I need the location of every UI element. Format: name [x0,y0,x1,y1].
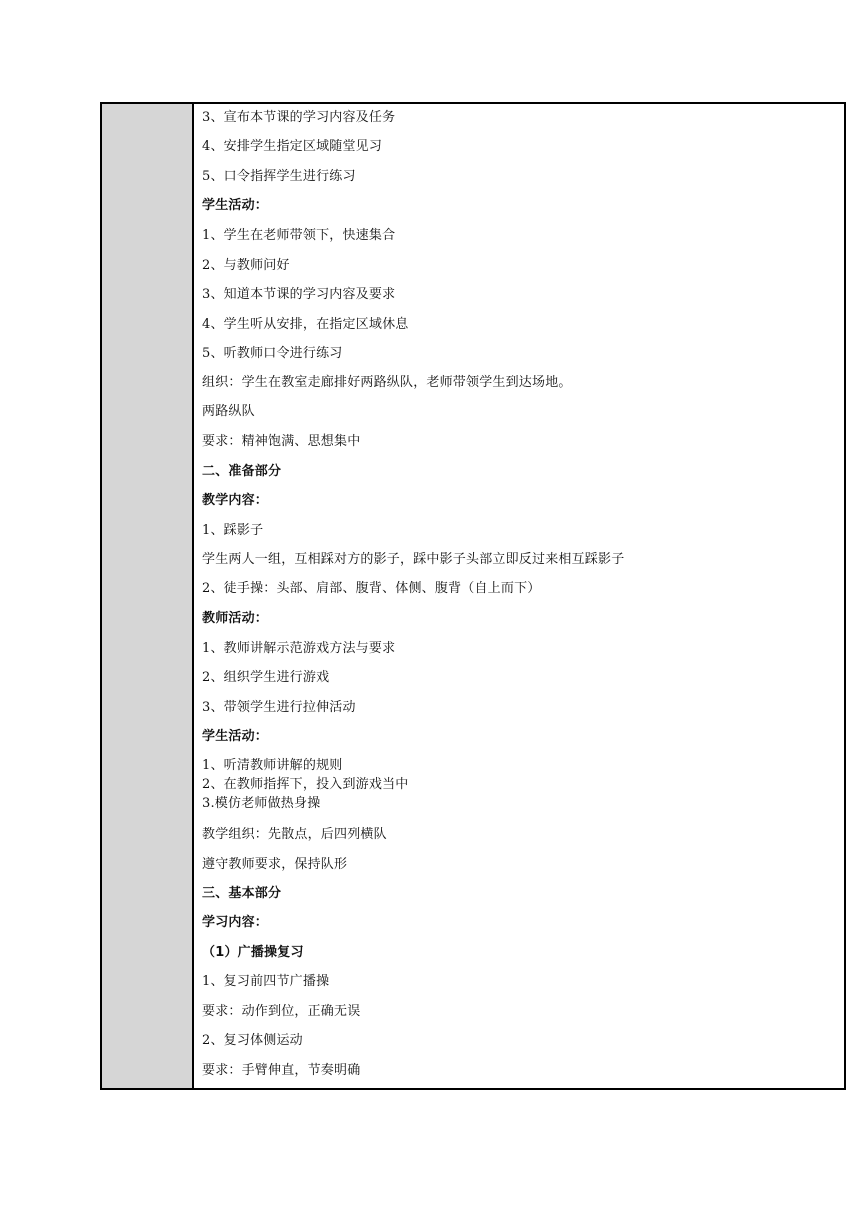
text-line: 3、带领学生进行拉伸活动 [202,700,356,715]
text-line: 2、复习体侧运动 [202,1033,303,1048]
text-line: 1、学生在老师带领下，快速集合 [202,228,396,243]
text-line: 3、宣布本节课的学习内容及任务 [202,110,396,125]
section-heading: 学习内容： [202,915,269,930]
lesson-plan-table [100,102,846,1090]
section-heading: 三、基本部分 [202,886,282,901]
text-line: 1、复习前四节广播操 [202,974,330,989]
text-line: 1、踩影子 [202,523,264,538]
section-heading: 教学内容： [202,493,269,508]
text-line: 要求：动作到位，正确无误 [202,1004,361,1019]
text-line: 组织：学生在教室走廊排好两路纵队，老师带领学生到达场地。 [202,375,572,390]
section-heading: （1）广播操复习 [202,945,304,960]
text-line: 遵守教师要求，保持队形 [202,857,348,872]
section-heading: 学生活动： [202,198,269,213]
table-content-cell [194,104,844,1088]
text-line: 教学组织：先散点，后四列横队 [202,827,387,842]
section-heading: 学生活动： [202,729,269,744]
text-line: 1、教师讲解示范游戏方法与要求 [202,641,396,656]
table-label-column [102,104,194,1088]
text-line: 5、口令指挥学生进行练习 [202,169,356,184]
text-line: 3、知道本节课的学习内容及要求 [202,287,396,302]
text-line: 3.模仿老师做热身操 [202,796,321,811]
text-line: 要求：精神饱满、思想集中 [202,434,361,449]
text-line: 要求：手臂伸直，节奏明确 [202,1063,361,1078]
text-line: 4、学生听从安排，在指定区域休息 [202,317,409,332]
text-line: 4、安排学生指定区域随堂见习 [202,139,383,154]
text-line: 2、徒手操：头部、肩部、腹背、体侧、腹背（自上而下） [202,581,541,596]
text-line: 2、组织学生进行游戏 [202,670,330,685]
text-line: 2、在教师指挥下，投入到游戏当中 [202,777,409,792]
text-line: 5、听教师口令进行练习 [202,346,343,361]
text-line: 学生两人一组，互相踩对方的影子，踩中影子头部立即反过来相互踩影子 [202,552,625,567]
text-line: 1、听清教师讲解的规则 [202,758,343,773]
section-heading: 二、准备部分 [202,464,282,479]
text-line: 两路纵队 [202,404,255,419]
text-line: 2、与教师问好 [202,258,290,273]
section-heading: 教师活动： [202,611,269,626]
